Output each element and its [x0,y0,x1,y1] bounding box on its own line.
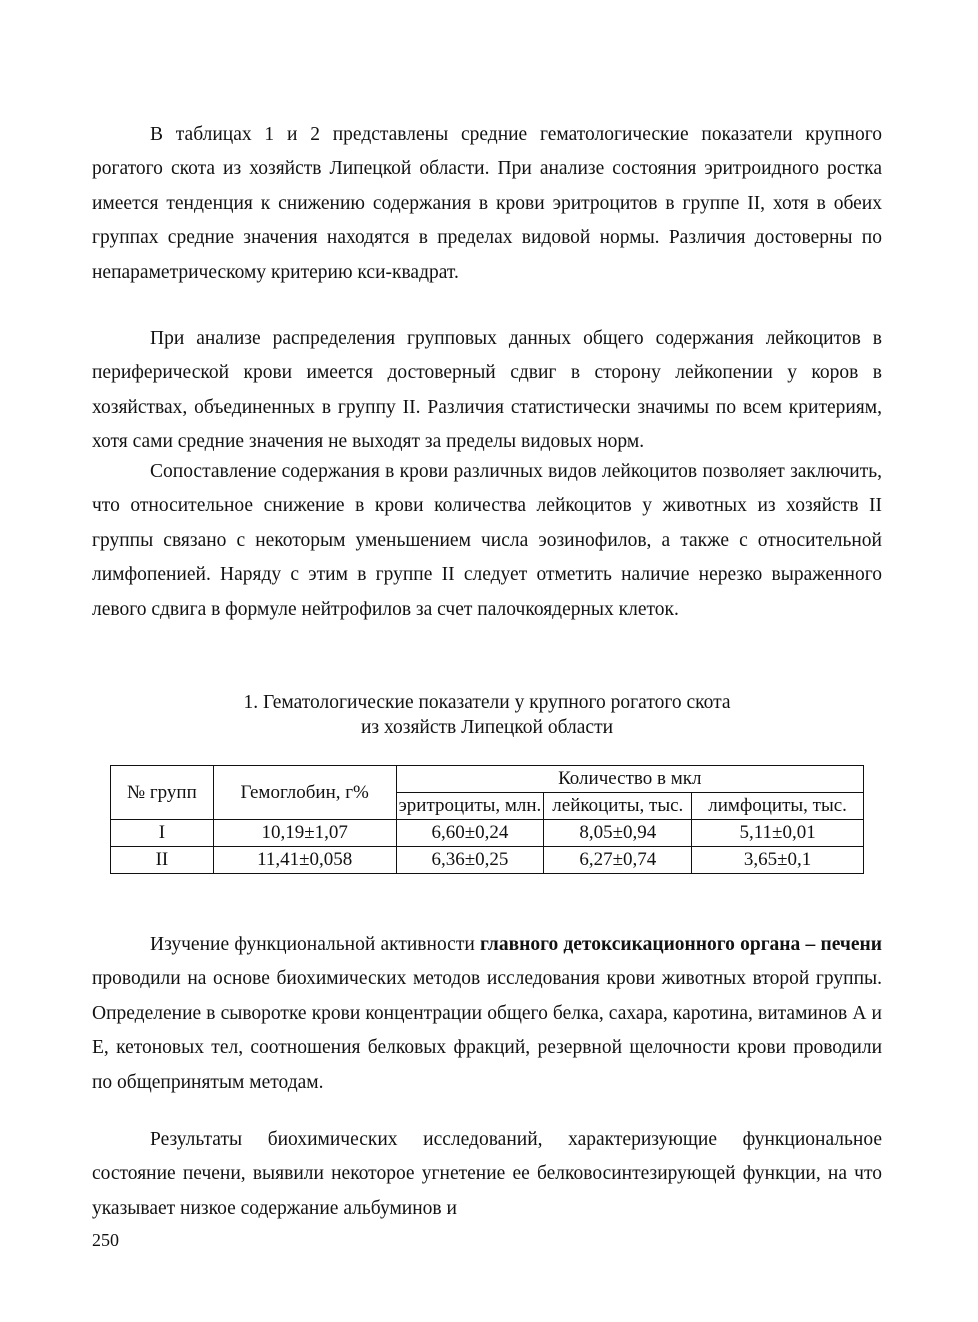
table-row [111,820,864,847]
page-number: 250 [92,1230,119,1250]
cell-hemoglobin: 11,41±0,058 [213,847,396,874]
cell-erythrocytes: 6,36±0,25 [396,847,544,874]
header-count: Количество в мкл [396,766,863,793]
header-erythrocytes: эритроциты, млн. [396,793,544,820]
table-row [111,847,864,874]
paragraph-4-start: Изучение функциональной активности [150,934,481,955]
table-caption-line-2: из хозяйств Липецкой области [360,717,614,738]
paragraph-1: В таблицах 1 и 2 представлены средние гематологические показатели крупного рогатого скота из хозяйств Липецкой области. При анализе состояния эритроидного ростка имеется тенденция к снижению содержания в крови эритроцитов в группе II, хотя в обеих группах средние значения находятся в пределах видовой нормы. Различия достоверны по непараметрическому критерию кси-квадрат. [92,124,882,283]
cell-lymphocytes: 3,65±0,1 [692,847,864,874]
cell-erythrocytes: 6,60±0,24 [396,820,544,847]
paragraph-2: При анализе распределения групповых данных общего содержания лейкоцитов в периферической крови имеется достоверный сдвиг в сторону лейкопении у коров в хозяйствах, объединенных в группу II. Различия статистически значимы по всем критериям, хотя сами средние значения не выходят за пределы видовых норм. [92,328,882,453]
paragraph-4-bold: главного детоксикационного органа – печени [480,934,882,955]
cell-leukocytes: 6,27±0,74 [544,847,692,874]
hematology-table [110,765,864,874]
cell-lymphocytes: 5,11±0,01 [692,820,864,847]
header-lymphocytes: лимфоциты, тыс. [692,793,864,820]
paragraph-3: Сопоставление содержания в крови различных видов лейкоцитов позволяет заключить, что относительное снижение в крови количества лейкоцитов у животных из хозяйств II группы связано с некоторым уменьшением числа эозинофилов, а также с относительной лимфопенией. Наряду с этим в группе II следует отметить наличие нерезко выраженного левого сдвига в формуле нейтрофилов за счет палочкоядерных клеток. [92,461,882,620]
header-leukocytes: лейкоциты, тыс. [544,793,692,820]
table-caption [92,690,882,740]
paragraph-5: Результаты биохимических исследований, характеризующие функциональное состояние печени, выявили некоторое угнетение ее белковосинтезирующей функции, на что указывает низкое содержание альбуминов и [92,1129,882,1219]
table-caption-line-1: 1. Гематологические показатели у крупного рогатого скота [243,692,731,713]
paragraph-4 [92,928,882,1100]
cell-hemoglobin: 10,19±1,07 [213,820,396,847]
cell-group: I [111,820,214,847]
paragraph-4-end: проводили на основе биохимических методов исследования крови животных второй группы. Определение в сыворотке крови концентрации общего белка, сахара, каротина, витаминов А и Е, кетоновых тел, соотношения белковых фракций, резервной щелочности крови проводили по общепринятым методам. [92,968,882,1093]
cell-group: II [111,847,214,874]
header-group: № групп [111,766,214,820]
cell-leukocytes: 8,05±0,94 [544,820,692,847]
header-hemoglobin: Гемоглобин, г% [213,766,396,820]
